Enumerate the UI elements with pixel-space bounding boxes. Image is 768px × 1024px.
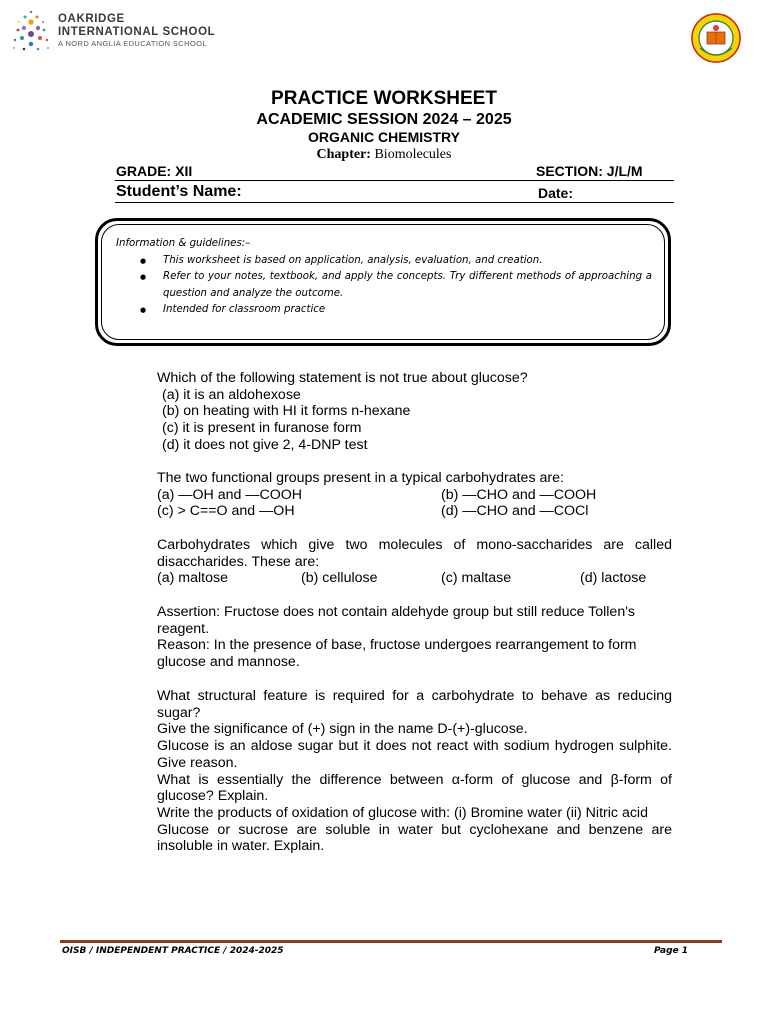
- subject-title: ORGANIC CHEMISTRY: [308, 129, 460, 145]
- option-d: (d) it does not give 2, 4-DNP test: [162, 436, 368, 453]
- grade-divider: [115, 180, 674, 181]
- page-number: Page 1: [654, 946, 689, 956]
- question-stem: Carbohydrates which give two molecules of mono-saccharides are called disaccharides. These are:: [157, 537, 672, 570]
- option-c: (c) > C==O and —OH: [157, 503, 295, 520]
- oakridge-logo: [10, 8, 52, 56]
- student-name-label: Student’s Name:: [116, 183, 242, 200]
- question-3: [157, 537, 672, 587]
- grade-row: [116, 163, 674, 181]
- student-info-row: [116, 183, 674, 203]
- school-name-line1: OAKRIDGE: [58, 13, 125, 25]
- options-row-1: [157, 487, 672, 504]
- option-c: (c) it is present in furanose form: [162, 420, 362, 437]
- footer-text: OISB / INDEPENDENT PRACTICE / 2024-2025: [62, 946, 284, 956]
- school-name-line2: INTERNATIONAL SCHOOL: [58, 26, 216, 39]
- question-7: Glucose is an aldose sugar but it does not react with sodium hydrogen sulphite. Give reason.: [157, 738, 672, 771]
- option-b: (b) —CHO and —COOH: [441, 486, 597, 503]
- assertion: Assertion: Fructose does not contain aldehyde group but still reduce Tollen's reagent.: [157, 604, 636, 637]
- question-stem: Which of the following statement is not true about glucose?: [157, 370, 528, 386]
- short-questions: [157, 688, 672, 855]
- question-10: Glucose or sucrose are soluble in water but cyclohexane and benzene are insoluble in water. Explain.: [157, 821, 672, 855]
- footer-divider: [60, 940, 722, 943]
- academic-session: ACADEMIC SESSION 2024 – 2025: [256, 111, 512, 128]
- option-b: (b) on heating with HI it forms n-hexane: [162, 403, 411, 420]
- option-d: (d) lactose: [580, 570, 647, 587]
- chapter-label: Chapter:: [316, 147, 371, 162]
- guidelines-heading: Information & guidelines:–: [116, 238, 251, 249]
- title-block: [0, 88, 768, 163]
- question-5: What structural feature is required for a carbohydrate to behave as reducing sugar?: [157, 688, 672, 721]
- name-divider: [115, 202, 674, 203]
- date-label: Date:: [538, 185, 574, 201]
- reason: Reason: In the presence of base, fructose undergoes rearrangement to form glucose and mannose.: [157, 637, 637, 671]
- options-row: [157, 570, 672, 587]
- question-6: Give the significance of (+) sign in the name D-(+)-glucose.: [157, 721, 528, 738]
- school-tagline: A NORD ANGLIA EDUCATION SCHOOL: [58, 39, 207, 49]
- question-1: [157, 370, 672, 454]
- option-a: (a) it is an aldohexose: [162, 386, 301, 403]
- section-label: SECTION: J/L/M: [536, 163, 643, 179]
- question-stem: The two functional groups present in a typical carbohydrates are:: [157, 470, 564, 486]
- option-d: (d) —CHO and —COCl: [441, 503, 589, 520]
- question-4: [157, 604, 672, 671]
- option-a: (a) maltose: [157, 570, 228, 587]
- question-9: Write the products of oxidation of glucose with: (i) Bromine water (ii) Nitric acid: [157, 804, 648, 821]
- guideline-item: ● Intended for classroom practice: [163, 302, 652, 319]
- board-emblem-icon: [690, 12, 742, 64]
- chapter-value: Biomolecules: [374, 147, 452, 162]
- question-2: [157, 470, 672, 520]
- school-name: [58, 13, 215, 49]
- chapter-line: [0, 146, 768, 163]
- guidelines: [116, 236, 652, 319]
- option-c: (c) maltase: [441, 570, 512, 587]
- guideline-item: ● Refer to your notes, textbook, and apply the concepts. Try different methods of approaching a question and analyze the outcome.: [163, 269, 652, 302]
- guidelines-list: [116, 253, 652, 319]
- guideline-item: ● This worksheet is based on application, analysis, evaluation, and creation.: [163, 253, 652, 270]
- options-row-2: [157, 503, 672, 520]
- option-b: (b) cellulose: [301, 570, 378, 587]
- question-8: What is essentially the difference between α-form of glucose and β-form of glucose? Explain.: [157, 771, 672, 805]
- grade-label: GRADE: XII: [116, 163, 193, 179]
- option-a: (a) —OH and —COOH: [157, 486, 303, 503]
- worksheet-title: PRACTICE WORKSHEET: [271, 88, 497, 109]
